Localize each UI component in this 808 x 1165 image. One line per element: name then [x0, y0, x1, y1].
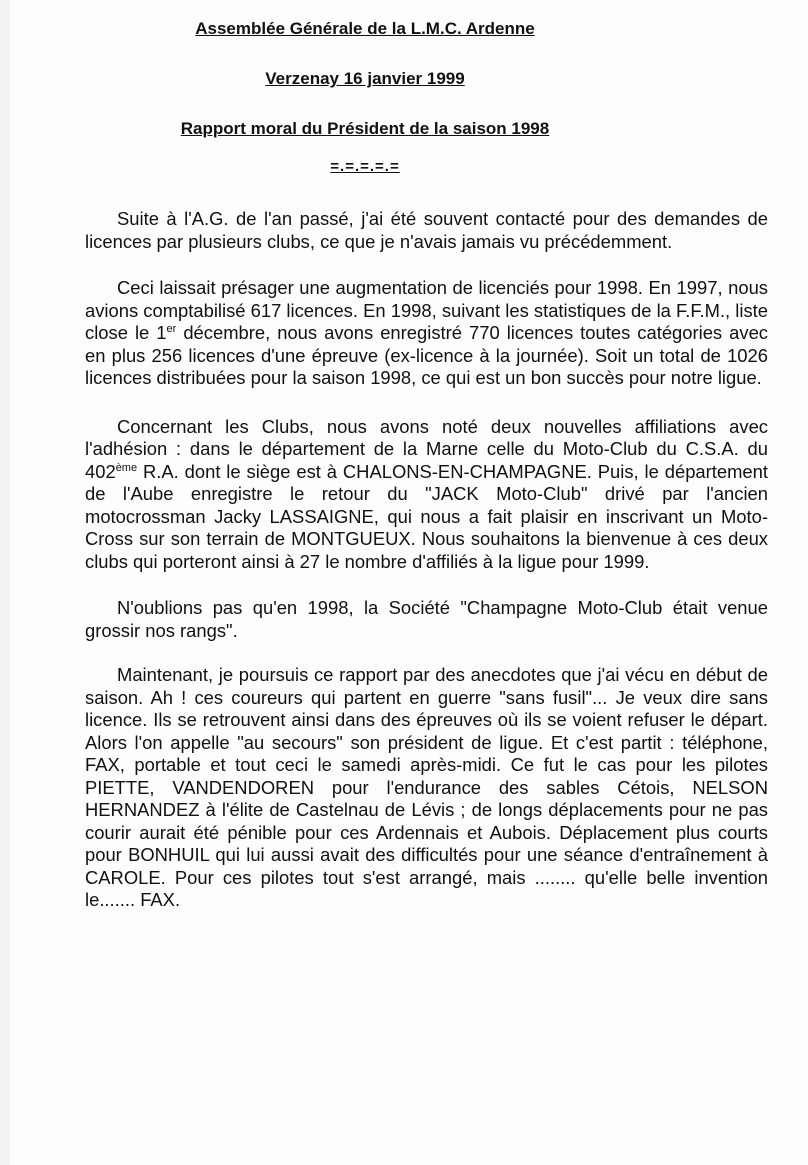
report-body — [85, 208, 768, 935]
paragraph-text-part: Ceci laissait présager une augmentation de licenciés pour 1998. En 1997, nous avions comptabilisé 617 licences. En 1998, suivant les statistiques de la F.F.M., liste close le 1 — [85, 277, 768, 343]
title-separator: =.=.=.=.= — [330, 158, 400, 175]
paragraph-licence-statistics — [85, 277, 768, 390]
paragraph-text-part: R.A. dont le siège est à CHALONS-EN-CHAMPAGNE. Puis, le département de l'Aube enregistre le retour du "JACK Moto-Club" drivé par l'ancien motocrossman Jacky LASSAIGNE, qui nous a fait plaisir en inscrivant un Moto-Cross sur son terrain de MONTGUEUX. Nous souhaitons la bienvenue à ces deux clubs qui porteront ainsi à 27 le nombre d'affiliés à la ligue pour 1999. — [85, 460, 768, 572]
ordinal-superscript: er — [166, 322, 177, 335]
paragraph-champagne-club: N'oublions pas qu'en 1998, la Société "Champagne Moto-Club était venue grossir nos rangs". — [85, 597, 768, 641]
document-header — [0, 18, 730, 191]
place-date-heading: Verzenay 16 janvier 1999 — [265, 69, 465, 88]
paragraph-text-part: décembre, nous avons enregistré 770 licences toutes catégories avec en plus 256 licences d'une épreuve (ex-licence à la journée). Soit un total de 1026 licences distribuées pour la saison 1998, ce qui est un bon succès pour notre ligue. — [85, 322, 768, 388]
paragraph-text-part: Concernant les Clubs, nous avons noté deux nouvelles affiliations avec l'adhésion : dans le département de la Marne celle du Moto-Club du C.S.A. du 402 — [85, 415, 768, 482]
paragraph-anecdotes: Maintenant, je poursuis ce rapport par des anecdotes que j'ai vécu en début de saison. Ah ! ces coureurs qui partent en guerre "sans fusil"... Je veux dire sans licence. Ils se retrouvent ainsi dans des épreuves où ils se voient refuser le départ. Alors l'on appelle "au secours" son président de ligue. Et c'est partit : téléphone, FAX, portable et tout ceci le samedi après-midi. Ce fut le cas pour les pilotes PIETTE, VANDENDOREN pour l'endurance des sables Cétois, NELSON HERNANDEZ à l'élite de Castelnau de Lévis ; de longs déplacements pour ne pas courir aurait été pénible pour ces Ardennais et Aubois. Déplacement plus courts pour BONHUIL qui lui aussi avait des difficultés pour une séance d'entraînement à CAROLE. Pour ces pilotes tout s'est arrangé, mais ........ qu'elle belle invention le....... FAX. — [85, 664, 768, 910]
report-subtitle: Rapport moral du Président de la saison 1998 — [180, 119, 550, 138]
paragraph-new-clubs — [85, 416, 768, 574]
document-title: Assemblée Générale de la L.M.C. Ardenne — [195, 19, 535, 38]
paragraph-licence-requests: Suite à l'A.G. de l'an passé, j'ai été souvent contacté pour des demandes de licences par plusieurs clubs, ce que je n'avais jamais vu précédemment. — [85, 208, 768, 252]
ordinal-superscript: ème — [115, 461, 138, 474]
